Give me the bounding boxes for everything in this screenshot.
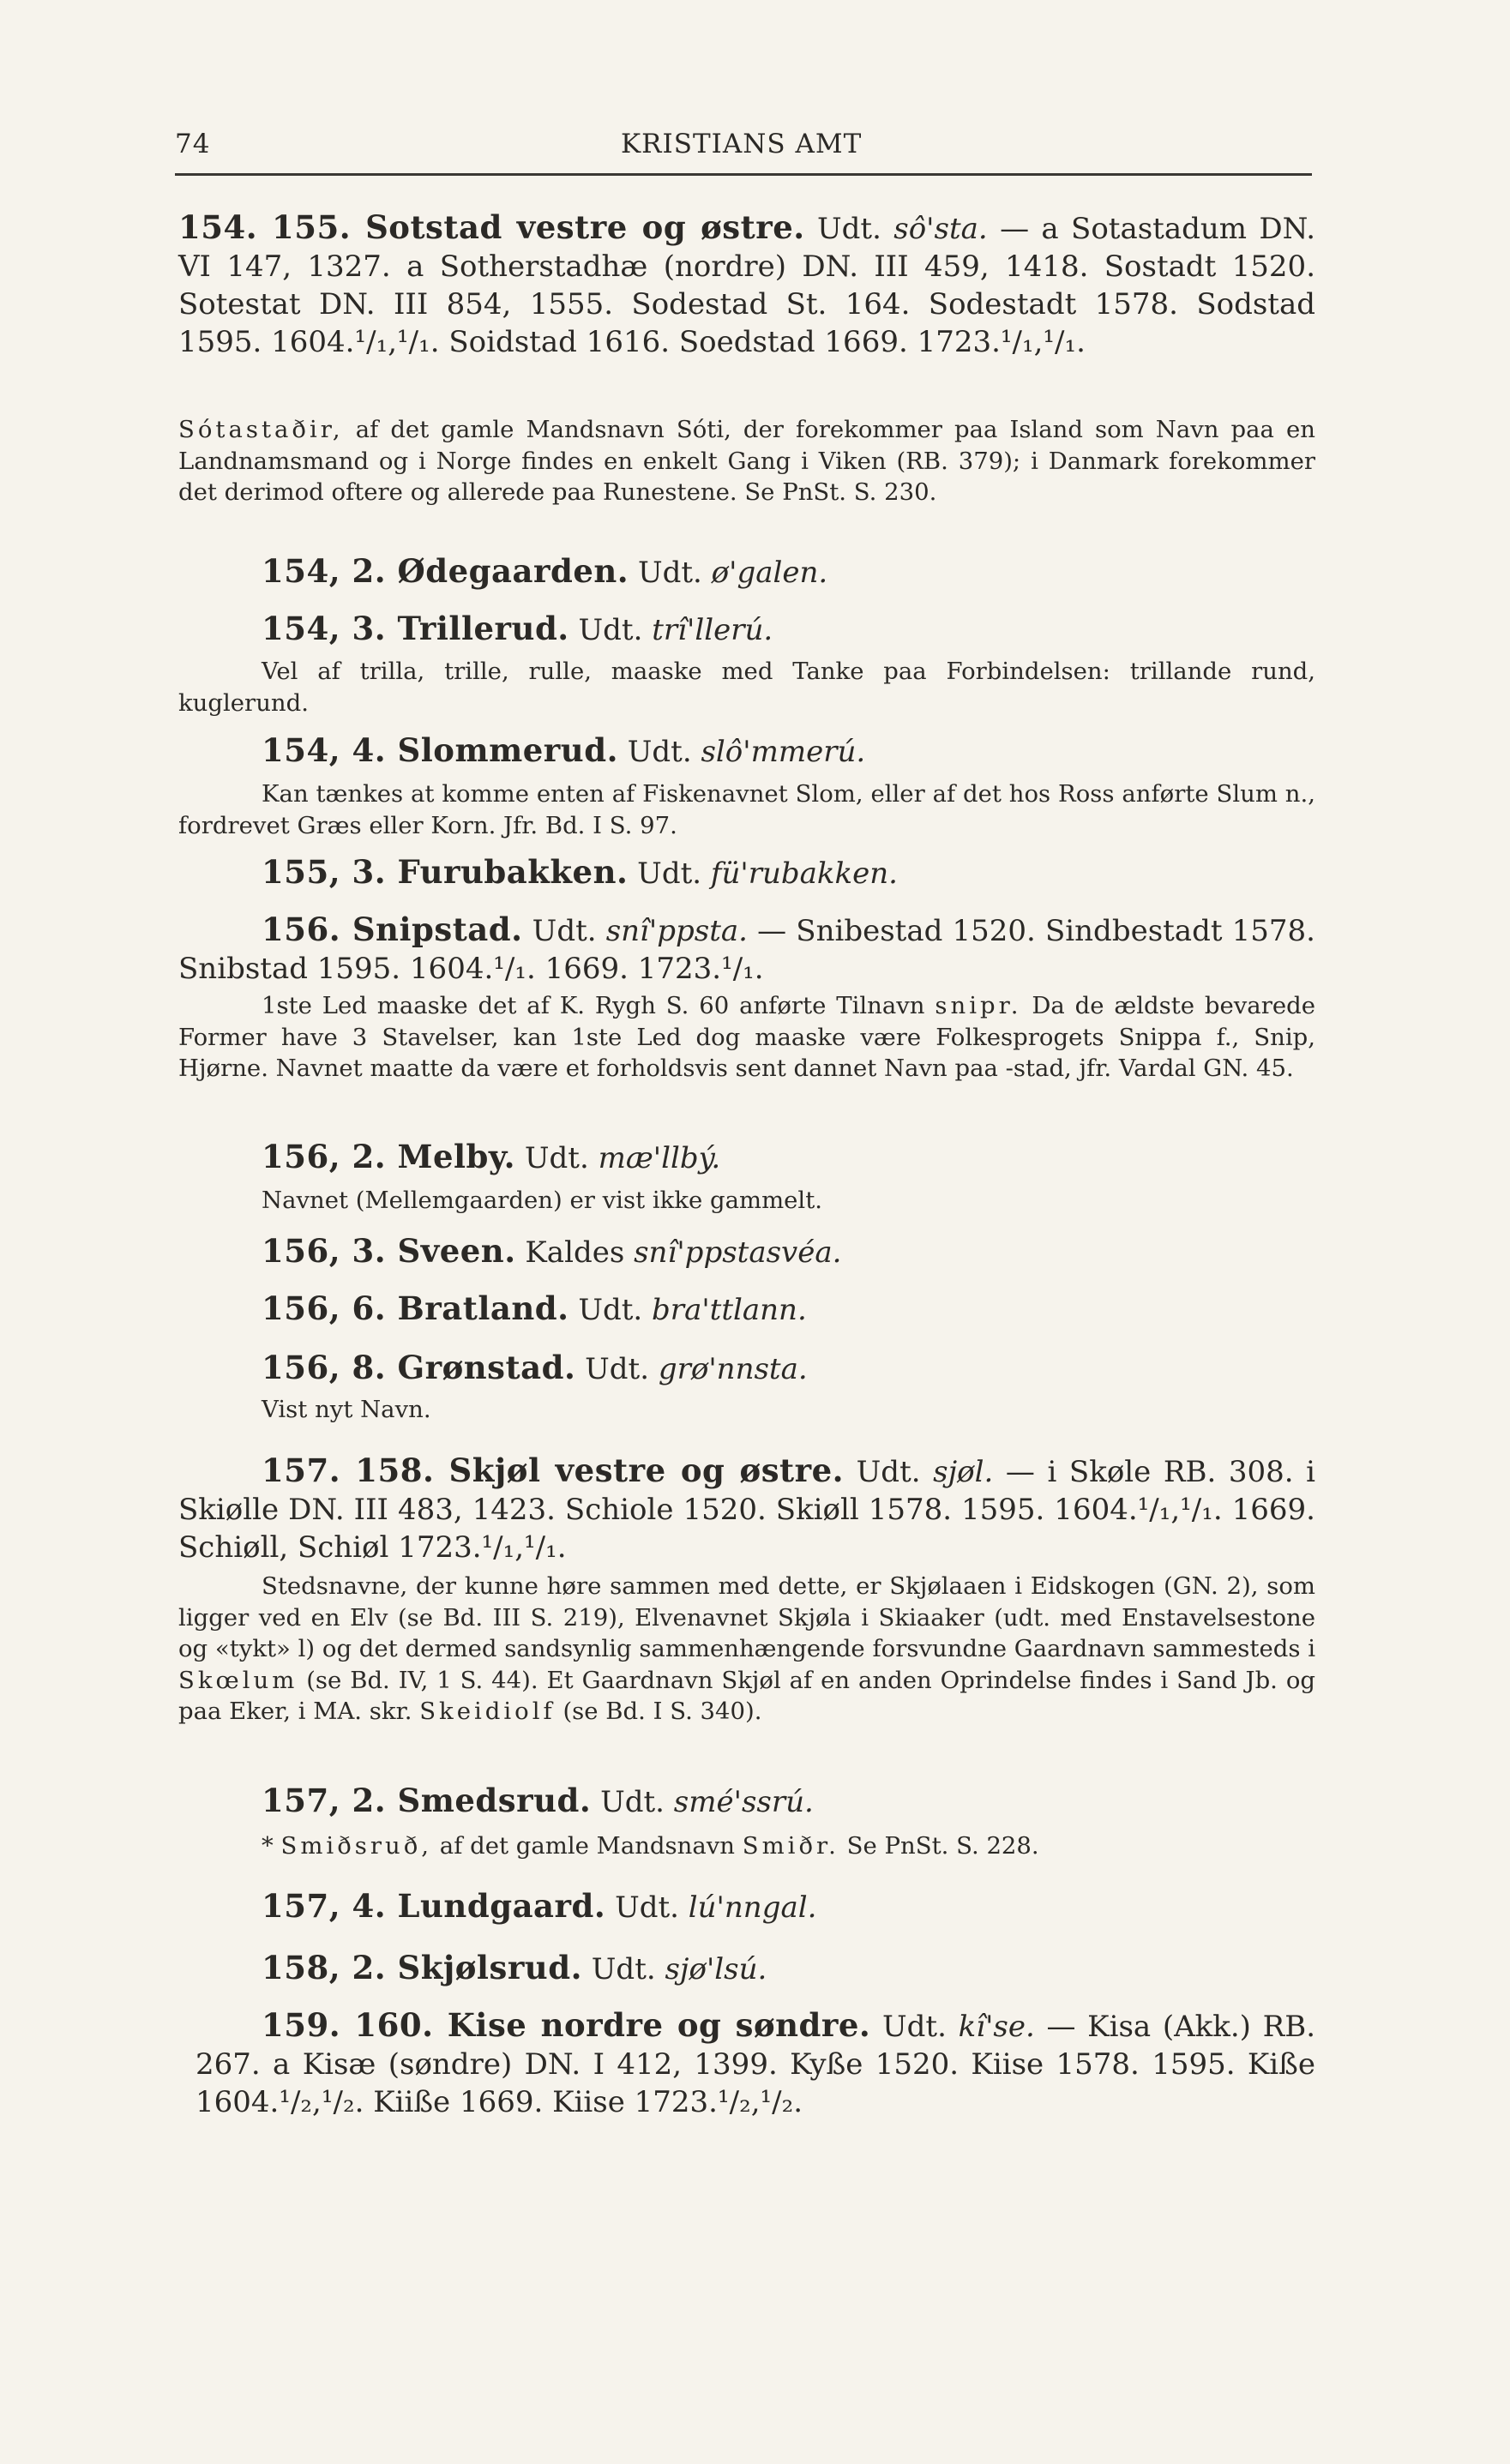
entry-154-155 — [178, 208, 1315, 361]
spaced-term: snipr. — [935, 992, 1022, 1019]
pronunciation: bra'ttlann. — [652, 1293, 807, 1327]
spaced-term: Skœlum — [178, 1666, 298, 1694]
pronunciation: mæ'llbý. — [598, 1141, 721, 1175]
entry-heading: 156, 3. Sveen. — [262, 1232, 516, 1270]
pronunciation: trî'llerú. — [652, 613, 773, 647]
entry-heading: 157. 158. Skjøl vestre og østre. — [262, 1451, 845, 1489]
entry-159-160 — [196, 2006, 1315, 2121]
note-text: Da de ældste bevarede Former have 3 Stavelser, kan 1ste Led dog maaske være Folkesprogets Snippa f., Snip, Hjørne. Navnet maatte da være et forholdsvis sent dannet Navn paa -stad, jfr. Vardal GN. 45. — [178, 992, 1316, 1082]
note-text: (se Bd. I S. 340). — [562, 1698, 762, 1725]
entry-heading: 158, 2. Skjølsrud. — [262, 1949, 582, 1986]
note-text: af det gamle Mandsnavn — [439, 1832, 736, 1860]
note-sotstad — [178, 414, 1315, 508]
note-snipstad — [178, 990, 1315, 1085]
pronunciation: smé'ssrú. — [673, 1785, 814, 1819]
note-trillerud — [178, 656, 1315, 718]
entry-heading: 154, 2. Ødegaarden. — [262, 552, 629, 590]
entry-156-8 — [262, 1349, 1315, 1388]
entry-158-2 — [262, 1949, 1315, 1988]
entry-157-4 — [262, 1887, 1315, 1926]
entry-154-2 — [262, 552, 1315, 592]
note-smedsrud — [262, 1830, 1315, 1862]
note-text: Kan tænkes at komme enten af Fiskenavnet Slom, eller af det hos Ross anførte Slum n., fordrevet Græs eller Korn. Jfr. Bd. I S. 97. — [178, 780, 1315, 839]
entry-156 — [178, 910, 1315, 988]
header-rule — [175, 173, 1312, 176]
udt-label: Udt. — [615, 1890, 679, 1925]
entry-157-2 — [262, 1782, 1315, 1821]
udt-label: Udt. — [591, 1952, 656, 1986]
entry-155-3 — [262, 853, 1315, 892]
pronunciation: snî'ppsta. — [605, 914, 748, 948]
asterisk-mark: * — [262, 1832, 274, 1860]
udt-label: Udt. — [627, 735, 692, 769]
pronunciation: lú'nngal. — [688, 1890, 817, 1925]
entry-heading: 155, 3. Furubakken. — [262, 853, 629, 891]
pronunciation: grø'nnsta. — [658, 1352, 808, 1386]
note-slommerud — [178, 778, 1315, 841]
pronunciation: sjøl. — [933, 1455, 994, 1489]
entry-156-6 — [262, 1289, 1315, 1329]
entry-heading: 159. 160. Kise nordre og søndre. — [262, 2006, 871, 2044]
pronunciation: ø'galen. — [711, 556, 828, 590]
entry-157-158 — [178, 1451, 1315, 1566]
entry-154-3 — [262, 610, 1315, 649]
entry-heading: 156, 2. Melby. — [262, 1138, 516, 1175]
note-text: Vist nyt Navn. — [262, 1396, 431, 1423]
entry-heading: 156, 8. Grønstad. — [262, 1349, 576, 1386]
running-title: KRISTIANS AMT — [621, 129, 863, 159]
pronunciation: fü'rubakken. — [710, 856, 898, 891]
historical-forms: — Kisa (Akk.) RB. 267. a Kisæ (søndre) DN. I 412, 1399. Kyße 1520. Kiise 1578. 1595. Kiße 1604.¹/₂,¹/₂. Kiiße 1669. Kiise 1723.¹/₂,¹/₂. — [196, 2010, 1316, 2119]
note-text: (se Bd. IV, 1 S. 44). Et Gaardnavn Skjøl af en anden Oprindelse findes i Sand Jb. og paa Eker, i MA. skr. — [178, 1666, 1315, 1725]
entry-heading: 154, 3. Trillerud. — [262, 610, 569, 647]
entry-heading: 156. Snipstad. — [262, 910, 523, 948]
entry-heading: 154. 155. Sotstad vestre og østre. — [178, 208, 805, 246]
pronunciation: kî'se. — [958, 2010, 1035, 2044]
note-text: Stedsnavne, der kunne høre sammen med dette, er Skjølaaen i Eidskogen (GN. 2), som ligger ved en Elv (se Bd. III S. 219), Elvenavnet Skjøla i Skiaaker (udt. med Enstavelsestone og «tykt» l) og det dermed sandsynlig sammenhængende forsvundne Gaardnavn sammesteds i — [178, 1572, 1315, 1662]
note-text: Navnet (Mellemgaarden) er vist ikke gammelt. — [262, 1187, 823, 1214]
historical-forms: — i Skøle RB. 308. i Skiølle DN. III 483, 1423. Schiole 1520. Skiøll 1578. 1595. 1604.¹/₁,¹/₁. 1669. Schiøll, Schiøl 1723.¹/₁,¹/₁. — [178, 1455, 1316, 1565]
udt-label: Udt. — [585, 1352, 650, 1386]
entry-heading: 154, 4. Slommerud. — [262, 731, 618, 769]
note-text: af det gamle Mandsnavn Sóti, der forekommer paa Island som Navn paa en Landnamsmand og i Norge findes en enkelt Gang i Viken (RB. 379); i Danmark forekommer det derimod oftere og allerede paa Runestene. Se PnSt. S. 230. — [178, 416, 1315, 506]
entry-156-3 — [262, 1232, 1315, 1271]
udt-label: Udt. — [817, 212, 881, 246]
note-text: Se PnSt. S. 228. — [846, 1832, 1039, 1860]
udt-label: Udt. — [524, 1141, 589, 1175]
page-number: 74 — [175, 129, 211, 159]
pronunciation: snî'ppstasvéa. — [634, 1235, 842, 1270]
note-gronstad — [262, 1394, 1315, 1426]
note-text: 1ste Led maaske det af K. Rygh S. 60 anførte Tilnavn — [262, 992, 925, 1019]
pronunciation: sô'sta. — [893, 212, 988, 246]
spaced-term: Smiðsruð, — [280, 1832, 433, 1860]
spaced-term: Sótastaðir, — [178, 416, 344, 443]
udt-label: Udt. — [637, 856, 702, 891]
udt-label: Udt. — [856, 1455, 921, 1489]
note-skjol — [178, 1571, 1315, 1728]
note-text: Vel af trilla, trille, rulle, maaske med Tanke paa Forbindelsen: trillande rund, kuglerund. — [178, 658, 1315, 717]
udt-label: Udt. — [882, 2010, 947, 2044]
page-header — [175, 129, 1315, 168]
udt-label: Udt. — [578, 1293, 643, 1327]
entry-heading: 156, 6. Bratland. — [262, 1289, 569, 1327]
udt-label: Udt. — [578, 613, 643, 647]
historical-forms: — a Sotastadum DN. VI 147, 1327. a Sotherstadhæ (nordre) DN. III 459, 1418. Sostadt 1520. Sotestat DN. III 854, 1555. Sodestad St. 164. Sodestadt 1578. Sodstad 1595. 1604.¹/₁,¹/₁. Soidstad 1616. Soedstad 1669. 1723.¹/₁,¹/₁. — [178, 212, 1316, 359]
udt-label: Udt. — [600, 1785, 665, 1819]
historical-forms: — Snibestad 1520. Sindbestadt 1578. Snibstad 1595. 1604.¹/₁. 1669. 1723.¹/₁. — [178, 914, 1315, 986]
entry-154-4 — [262, 731, 1315, 771]
entry-heading: 157, 4. Lundgaard. — [262, 1887, 606, 1925]
entry-156-2 — [262, 1138, 1315, 1177]
udt-label: Kaldes — [525, 1235, 625, 1270]
spaced-term: Skeidiolf — [419, 1698, 556, 1725]
udt-label: Udt. — [637, 556, 702, 590]
udt-label: Udt. — [532, 914, 597, 948]
entry-heading: 157, 2. Smedsrud. — [262, 1782, 592, 1819]
spaced-term: Smiðr. — [742, 1832, 839, 1860]
pronunciation: sjø'lsú. — [665, 1952, 767, 1986]
note-melby — [262, 1185, 1315, 1217]
pronunciation: slô'mmerú. — [701, 735, 866, 769]
